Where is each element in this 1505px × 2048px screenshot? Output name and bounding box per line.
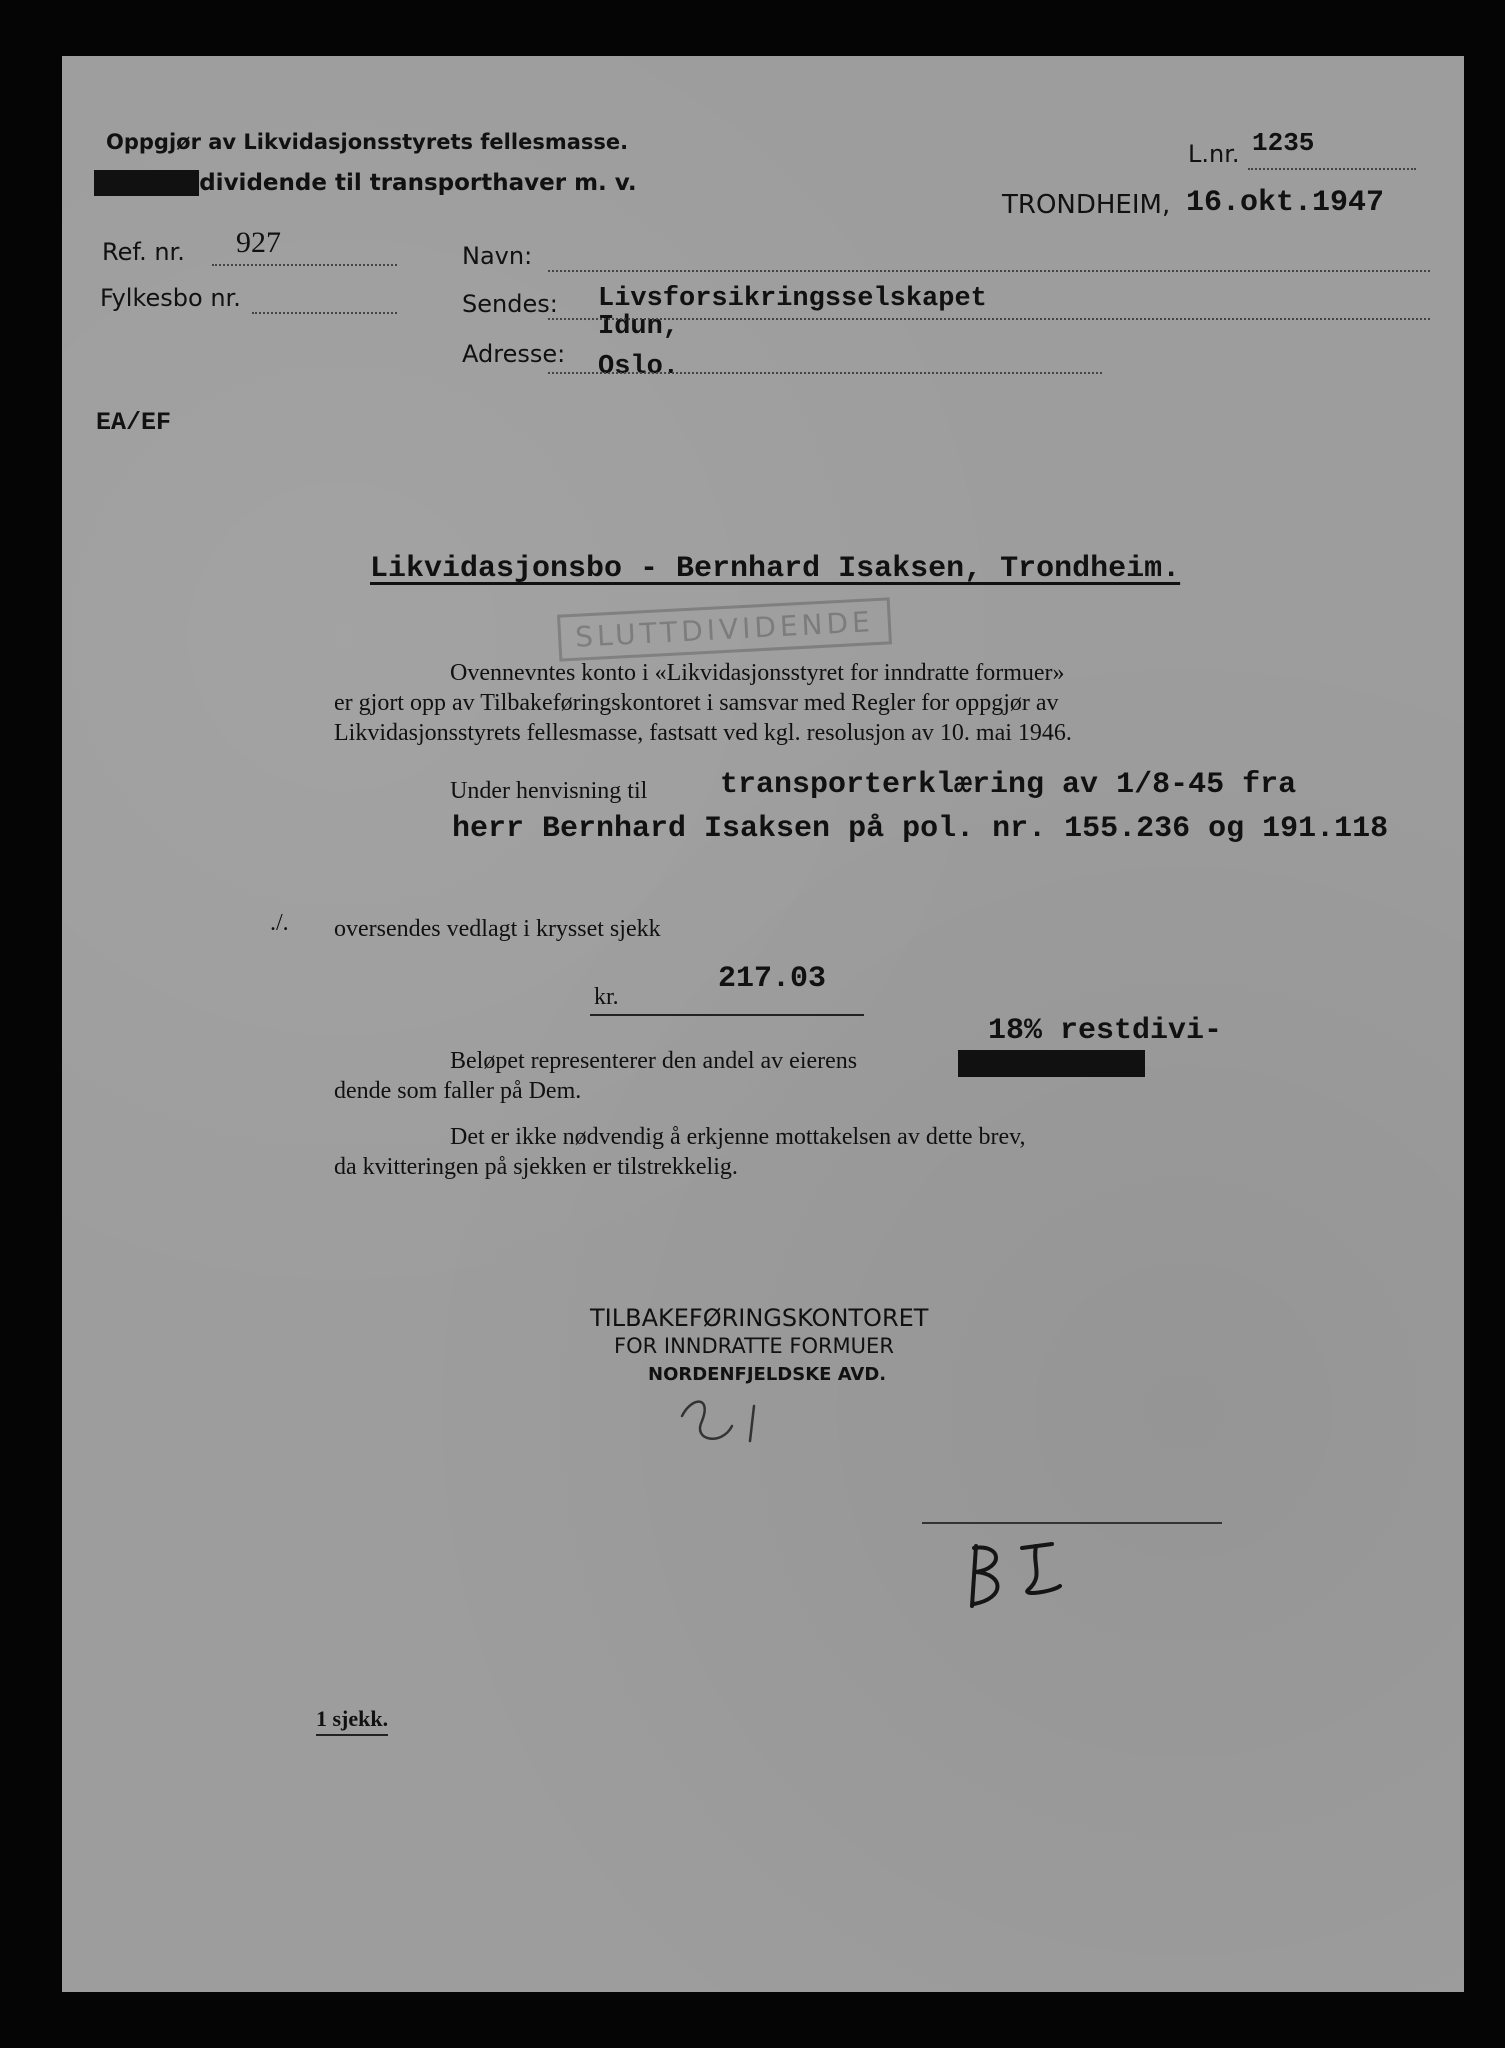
document-sheet (62, 56, 1464, 1992)
letter-date: 16.okt.1947 (1186, 186, 1385, 220)
ref-value: 927 (236, 226, 281, 259)
paragraph-4-line-2: dende som faller på Dem. (334, 1078, 582, 1104)
header-subtitle (94, 170, 637, 196)
sluttdividende-stamp: SLUTTDIVIDENDE (557, 597, 892, 661)
office-name-line-3: NORDENFJELDSKE AVD. (648, 1364, 887, 1385)
amount-underline (590, 1014, 864, 1016)
navn-label: Navn: (462, 242, 533, 270)
lnr-label: L.nr. (1188, 140, 1240, 168)
paragraph-1-line-2: er gjort opp av Tilbakeføringskontoret i samsvar med Regler for oppgjør av (334, 690, 1059, 716)
paragraph-4-typed: 18% restdivi- (988, 1014, 1223, 1048)
lnr-dotted-line (1248, 168, 1416, 170)
paragraph-1-line-1: Ovennevntes konto i «Likvidasjonsstyret for inndratte formuer» (450, 660, 1065, 686)
office-name-line-1: TILBAKEFØRINGSKONTORET (590, 1304, 929, 1332)
sendes-dotted-line (548, 318, 1430, 320)
initials: EA/EF (96, 408, 172, 437)
office-name-line-2: FOR INNDRATTE FORMUER (614, 1334, 894, 1358)
paragraph-1-line-3: Likvidasjonsstyrets fellesmasse, fastsatt ved kgl. resolusjon av 10. mai 1946. (334, 720, 1072, 746)
subject-line: Likvidasjonsbo - Bernhard Isaksen, Trondheim. (370, 552, 1181, 586)
amount-label: kr. (594, 984, 619, 1010)
adresse-label: Adresse: (462, 340, 566, 368)
paragraph-4-line-1: Beløpet representerer den andel av eierens (450, 1048, 858, 1074)
lnr-value: 1235 (1252, 128, 1315, 158)
paragraph-2-typed-line-2: herr Bernhard Isaksen på pol. nr. 155.236 og 191.118 (452, 812, 1389, 846)
handwritten-signature (952, 1526, 1082, 1616)
ref-label: Ref. nr. (102, 238, 185, 266)
navn-dotted-line (548, 270, 1430, 272)
signature-line (922, 1522, 1222, 1524)
paragraph-2-typed-line-1: transporterklæring av 1/8-45 fra (720, 768, 1297, 802)
paragraph-4-struck: XXXXXXXXXXXXX (958, 1050, 1146, 1077)
paragraph-2-prefix: Under henvisning til (450, 778, 648, 804)
fylkesbo-label: Fylkesbo nr. (100, 284, 241, 312)
recipient-name: Livsforsikringsselskapet (598, 284, 987, 314)
recipient-address: Oslo. (598, 352, 680, 382)
paragraph-5-line-1: Det er ikke nødvendig å erkjenne mottakelsen av dette brev, (450, 1124, 1026, 1150)
struck-text: Restdivi (94, 170, 200, 196)
fylkesbo-dotted-line (252, 312, 397, 314)
amount-value: 217.03 (718, 962, 827, 996)
adresse-dotted-line (548, 372, 1102, 374)
paragraph-5-line-2: da kvitteringen på sjekken er tilstrekkelig. (334, 1154, 738, 1180)
paragraph-3: oversendes vedlagt i krysset sjekk (334, 916, 661, 942)
handwritten-initial-mark (662, 1386, 802, 1456)
enclosure-note: 1 sjekk. (316, 1706, 388, 1736)
header-title: Oppgjør av Likvidasjonsstyrets fellesmasse. (106, 130, 629, 154)
ref-dotted-line (212, 264, 397, 266)
enclosure-mark: ./. (270, 910, 289, 936)
sendes-label: Sendes: (462, 290, 558, 318)
header-subtitle-text: dividende til transporthaver m. v. (199, 170, 637, 196)
recipient-name-line2: Idun, (598, 312, 680, 342)
city-label: TRONDHEIM, (1002, 190, 1171, 220)
